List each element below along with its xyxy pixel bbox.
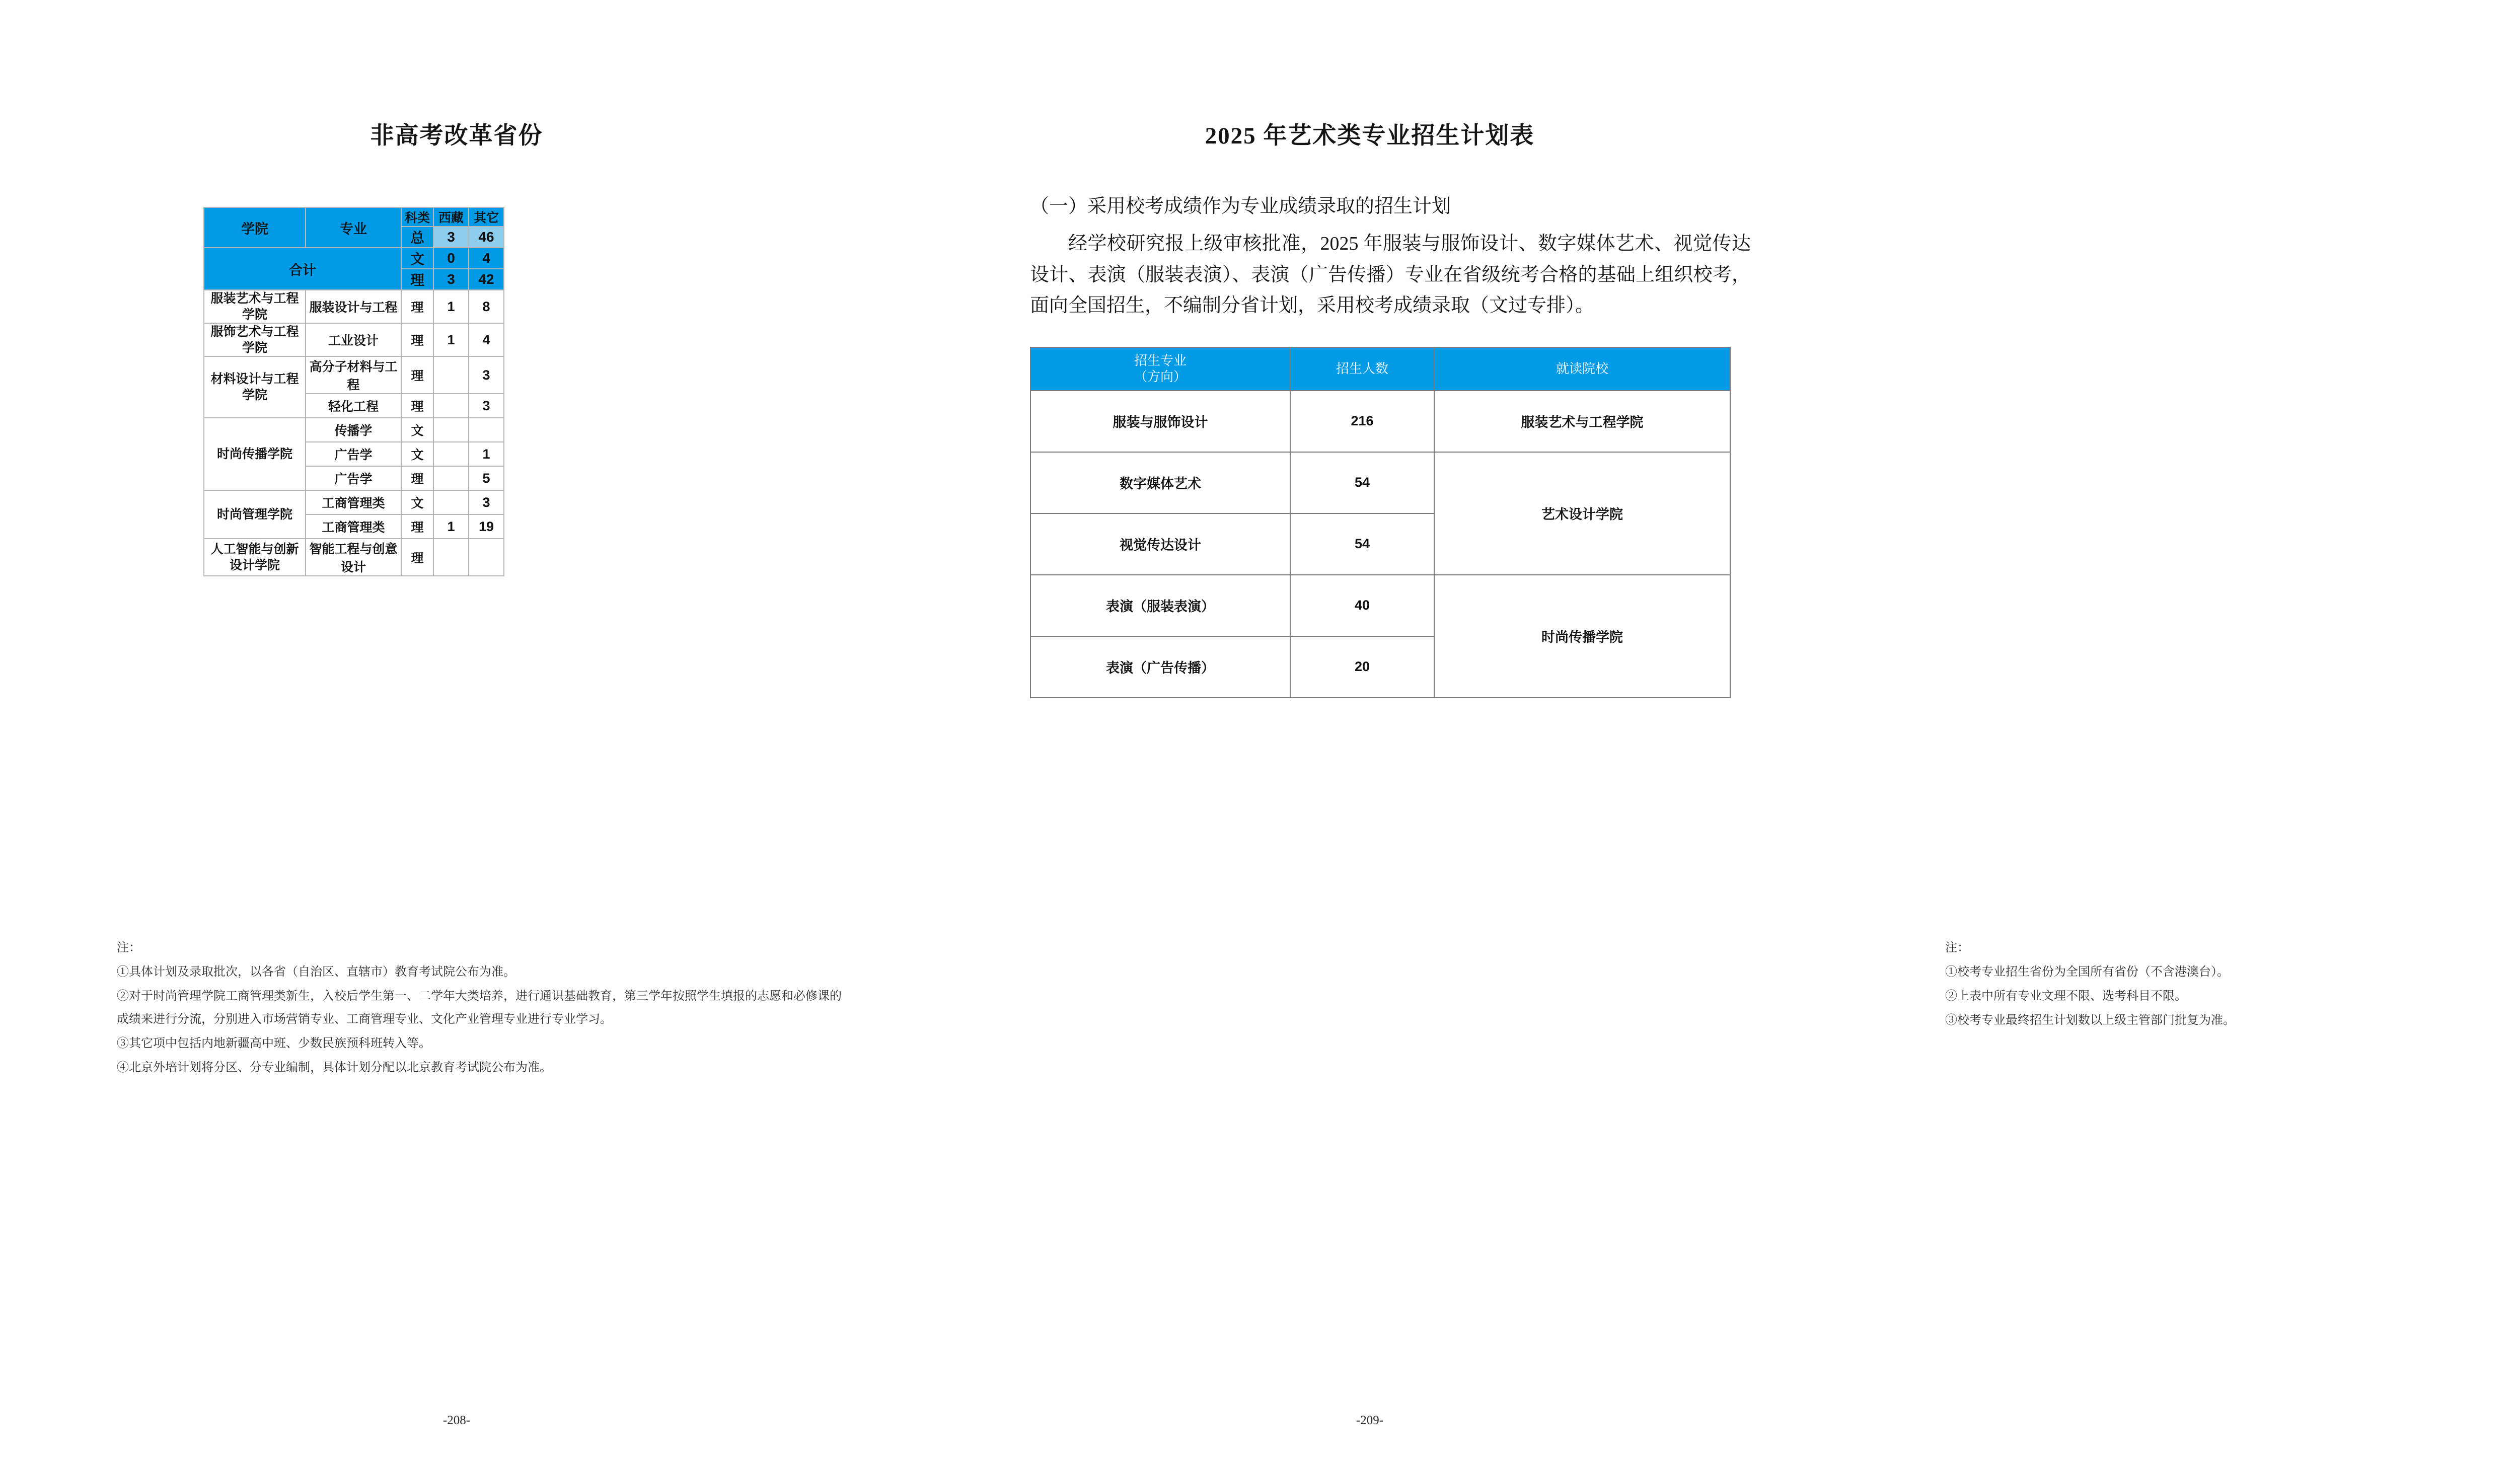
- left-page: [0, 0, 913, 1484]
- left-note-item: ②对于时尚管理学院工商管理类新生，入校后学生第一、二学年大类培养，进行通识基础教育，第三学年按照学生填报的志愿和必修课的成绩来进行分流，分别进入市场营销专业、工商管理专业、文化产业管理专业进行专业学习。: [117, 990, 842, 1026]
- table-row: [204, 539, 504, 576]
- right-footnotes: [1945, 936, 2517, 1033]
- section-heading: （一）采用校考成绩作为专业成绩录取的招生计划: [1030, 196, 1451, 217]
- cell-other: 1: [469, 442, 504, 466]
- cell-other: 3: [469, 356, 504, 394]
- header-xizang: 西藏: [433, 207, 469, 227]
- cell-xizang: [433, 466, 469, 490]
- summary-other: 4: [469, 248, 504, 269]
- cell-major: 工商管理类: [306, 490, 401, 514]
- cell-exam-major: 表演（广告传播）: [1030, 636, 1290, 698]
- table-row: [204, 323, 504, 356]
- cell-other: 19: [469, 514, 504, 539]
- cell-major: 轻化工程: [306, 394, 401, 418]
- table-row: [1030, 452, 1730, 513]
- cell-major: 传播学: [306, 418, 401, 442]
- cell-xizang: [433, 418, 469, 442]
- summary-kelei: 文: [401, 248, 433, 269]
- enrollment-plan-table: [203, 207, 504, 576]
- cell-exam-school: 服装艺术与工程学院: [1434, 391, 1730, 452]
- cell-subject-type: 理: [401, 394, 433, 418]
- cell-exam-school: 时尚传播学院: [1434, 575, 1730, 698]
- cell-major: 服装设计与工程: [306, 290, 401, 323]
- cell-xizang: 1: [433, 290, 469, 323]
- summary-xizang: 3: [433, 269, 469, 290]
- cell-exam-major: 表演（服装表演）: [1030, 575, 1290, 636]
- cell-major: 高分子材料与工程: [306, 356, 401, 394]
- right-page-number: -209-: [1356, 1414, 1384, 1427]
- header-major: 专业: [306, 207, 401, 248]
- cell-subject-type: 理: [401, 356, 433, 394]
- table-row: [204, 490, 504, 514]
- table-row: [204, 290, 504, 323]
- cell-college: 服饰艺术与工程学院: [204, 323, 306, 356]
- summary-other: 42: [469, 269, 504, 290]
- summary-xizang: 0: [433, 248, 469, 269]
- left-page-title: 非高考改革省份: [370, 123, 543, 149]
- right-page-title: 2025 年艺术类专业招生计划表: [1205, 123, 1535, 149]
- summary-kelei: 总: [401, 227, 433, 248]
- cell-exam-major: 数字媒体艺术: [1030, 452, 1290, 513]
- table-header-row: [204, 207, 504, 227]
- cell-xizang: [433, 394, 469, 418]
- section-paragraph: 经学校研究报上级审核批准，2025 年服装与服饰设计、数字媒体艺术、视觉传达设计、表演（服装表演）、表演（广告传播）专业在省级统考合格的基础上组织校考，面向全国招生，不编制分省计划，采用校考成绩录取（文过专排）。: [1030, 233, 1751, 317]
- cell-subject-type: 理: [401, 539, 433, 576]
- cell-major: 工业设计: [306, 323, 401, 356]
- header-exam-school: 就读院校: [1434, 347, 1730, 391]
- header-other: 其它: [469, 207, 504, 227]
- header-exam-major-line1: 招生专业: [1134, 353, 1187, 368]
- cell-exam-count: 20: [1290, 636, 1434, 698]
- cell-other: 3: [469, 394, 504, 418]
- cell-xizang: [433, 356, 469, 394]
- cell-other: 3: [469, 490, 504, 514]
- school-exam-plan-table: [1030, 347, 1731, 698]
- cell-college: 时尚管理学院: [204, 490, 306, 539]
- cell-college: 人工智能与创新设计学院: [204, 539, 306, 576]
- cell-other: 4: [469, 323, 504, 356]
- header-college: 学院: [204, 207, 306, 248]
- cell-xizang: 1: [433, 514, 469, 539]
- left-page-number: -208-: [442, 1414, 471, 1427]
- cell-subject-type: 理: [401, 323, 433, 356]
- cell-major: 广告学: [306, 466, 401, 490]
- right-page-body: [913, 194, 1826, 322]
- table-row: [1030, 391, 1730, 452]
- summary-wen-row: [204, 248, 504, 269]
- cell-college: 时尚传播学院: [204, 418, 306, 490]
- cell-college: 服装艺术与工程学院: [204, 290, 306, 323]
- right-page: [913, 0, 2235, 1484]
- cell-other: 5: [469, 466, 504, 490]
- right-note-item: ①校考专业招生省份为全国所有省份（不含港澳台）。: [1945, 966, 2229, 979]
- header-exam-count: 招生人数: [1290, 347, 1434, 391]
- summary-other: 46: [469, 227, 504, 248]
- summary-xizang: 3: [433, 227, 469, 248]
- cell-major: 广告学: [306, 442, 401, 466]
- cell-xizang: [433, 442, 469, 466]
- cell-other: [469, 418, 504, 442]
- cell-other: [469, 539, 504, 576]
- right-notes-heading: 注：: [1945, 941, 1969, 954]
- cell-exam-major: 服装与服饰设计: [1030, 391, 1290, 452]
- cell-subject-type: 文: [401, 418, 433, 442]
- table-row: [1030, 575, 1730, 636]
- cell-exam-count: 54: [1290, 452, 1434, 513]
- cell-exam-count: 40: [1290, 575, 1434, 636]
- cell-subject-type: 文: [401, 442, 433, 466]
- cell-xizang: 1: [433, 323, 469, 356]
- cell-subject-type: 理: [401, 514, 433, 539]
- left-notes-heading: 注：: [117, 941, 141, 954]
- table-row: [204, 356, 504, 394]
- cell-exam-count: 216: [1290, 391, 1434, 452]
- cell-subject-type: 理: [401, 466, 433, 490]
- right-note-item: ②上表中所有专业文理不限、选考科目不限。: [1945, 990, 2187, 1003]
- summary-kelei: 理: [401, 269, 433, 290]
- cell-exam-major: 视觉传达设计: [1030, 513, 1290, 575]
- cell-other: 8: [469, 290, 504, 323]
- cell-exam-school: 艺术设计学院: [1434, 452, 1730, 575]
- header-subject-type: 科类: [401, 207, 433, 227]
- left-note-item: ④北京外培计划将分区、分专业编制，具体计划分配以北京教育考试院公布为准。: [117, 1061, 552, 1075]
- cell-xizang: [433, 539, 469, 576]
- table-row: [204, 418, 504, 442]
- right-table-container: [913, 347, 1826, 698]
- cell-major: 智能工程与创意设计: [306, 539, 401, 576]
- header-exam-major-line2: （方向）: [1134, 368, 1187, 384]
- cell-exam-count: 54: [1290, 513, 1434, 575]
- left-table-container: [0, 207, 913, 576]
- cell-college: 材料设计与工程学院: [204, 356, 306, 418]
- left-note-item: ①具体计划及录取批次，以各省（自治区、直辖市）教育考试院公布为准。: [117, 966, 515, 979]
- cell-xizang: [433, 490, 469, 514]
- header-exam-major: [1030, 347, 1290, 391]
- right-note-item: ③校考专业最终招生计划数以上级主管部门批复为准。: [1945, 1014, 2235, 1027]
- cell-subject-type: 文: [401, 490, 433, 514]
- summary-label: 合计: [204, 248, 401, 290]
- cell-major: 工商管理类: [306, 514, 401, 539]
- table-header-row: [1030, 347, 1730, 391]
- left-note-item: ③其它项中包括内地新疆高中班、少数民族预科班转入等。: [117, 1037, 431, 1051]
- left-footnotes: [117, 936, 847, 1080]
- cell-subject-type: 理: [401, 290, 433, 323]
